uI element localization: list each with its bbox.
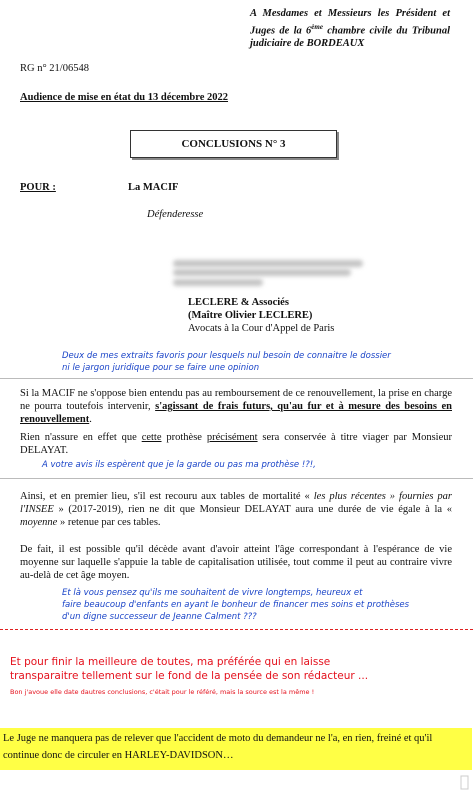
paragraph-4: De fait, il est possible qu'il décède avant d'avoir atteint l'âge correspondant à l'espérance de vie moyenne sur laquelle s'appuie la table de capitalisation utilisée, tout comme il peut au contraire vivre au-delà de cet âge moyen. xyxy=(20,544,452,581)
comment-blue-1 xyxy=(62,350,391,374)
case-number: RG n° 21/06548 xyxy=(20,63,89,74)
section-divider xyxy=(0,478,473,479)
addressee-text-1: A Mesdames et Messieurs les Président et Juges de la 6 xyxy=(250,8,450,36)
comment-line: d'un digne successeur de Jeanne Calment ??? xyxy=(62,612,257,622)
redacted-line xyxy=(173,279,263,286)
paragraph-3: Ainsi, et en premier lieu, s'il est recouru aux tables de mortalité « les plus récentes » fournies par l'INSEE » (2017-2019), rien ne dit que Monsieur DELAYAT aura une durée de vie égale à la « moyenne » retenue par ces tables. xyxy=(20,491,452,528)
comment-line: faire beaucoup d'enfants en ayant le bonheur de financer mes soins et prothèses xyxy=(62,600,410,610)
lawyer-name: (Maître Olivier LECLERE) xyxy=(188,310,313,321)
comment-line: Et là vous pensez qu'ils me souhaitent de vivre longtemps, heureux et xyxy=(62,588,363,598)
section-divider xyxy=(0,378,473,379)
paragraph-5-highlighted: Le Juge ne manquera pas de relever que l'accident de moto du demandeur ne l'a, en rien, freiné et qu'il continue donc de circuler en HARLEY-DAVIDSON… xyxy=(3,733,433,761)
lawyer-title: Avocats à la Cour d'Appel de Paris xyxy=(188,323,335,334)
comment-blue-2: A votre avis ils espèrent que je la garde ou pas ma prothèse !?!, xyxy=(42,460,316,470)
comment-line: Et pour finir la meilleure de toutes, ma préférée qui en laisse xyxy=(10,656,331,668)
addressee-block xyxy=(250,8,450,50)
comment-red xyxy=(10,655,466,683)
comment-line: ni le jargon juridique pour se faire une opinion xyxy=(62,363,260,373)
paragraph-1: Si la MACIF ne s'oppose bien entendu pas au remboursement de ce renouvellement, la prise en charge ne pourra toutefois intervenir, s'agissant de frais futurs, qu'au fur et à mesure des besoins en renouvellement. xyxy=(20,388,452,425)
paragraph-2: Rien n'assure en effet que cette prothèse précisément sera conservée à titre viager par Monsieur DELAYAT. xyxy=(20,432,452,456)
client-name: La MACIF xyxy=(128,182,179,193)
document-title-box xyxy=(130,130,337,158)
hearing-date: Audience de mise en état du 13 décembre 2022 xyxy=(20,92,229,103)
client-role: Défenderesse xyxy=(147,209,204,220)
red-dashed-divider xyxy=(0,629,473,630)
lawyer-block xyxy=(188,296,334,335)
comment-line: Deux de mes extraits favoris pour lesquels nul besoin de connaitre le dossier xyxy=(62,351,391,361)
addressee-text-2: chambre civile du Tribunal judiciaire de BORDEAUX xyxy=(250,25,450,49)
page-corner-icon xyxy=(460,775,469,790)
comment-blue-3 xyxy=(62,587,409,623)
pour-label: POUR : xyxy=(20,182,56,193)
emphasis-text: s'agissant de frais futurs, qu'au fur et à mesure des besoins en renouvellement xyxy=(20,401,452,425)
redacted-line xyxy=(173,269,351,276)
comment-line: transparaitre tellement sur le fond de la pensée de son rédacteur ... xyxy=(10,670,369,682)
lawyer-firm: LECLERE & Associés xyxy=(188,297,289,308)
redacted-line xyxy=(173,260,363,267)
comment-red-small: Bon j'avoue elle date dautres conclusions, c'était pour le référé, mais la source est la même ! xyxy=(10,688,315,696)
document-title: CONCLUSIONS N° 3 xyxy=(181,138,286,150)
addressee-superscript: ème xyxy=(311,22,323,31)
